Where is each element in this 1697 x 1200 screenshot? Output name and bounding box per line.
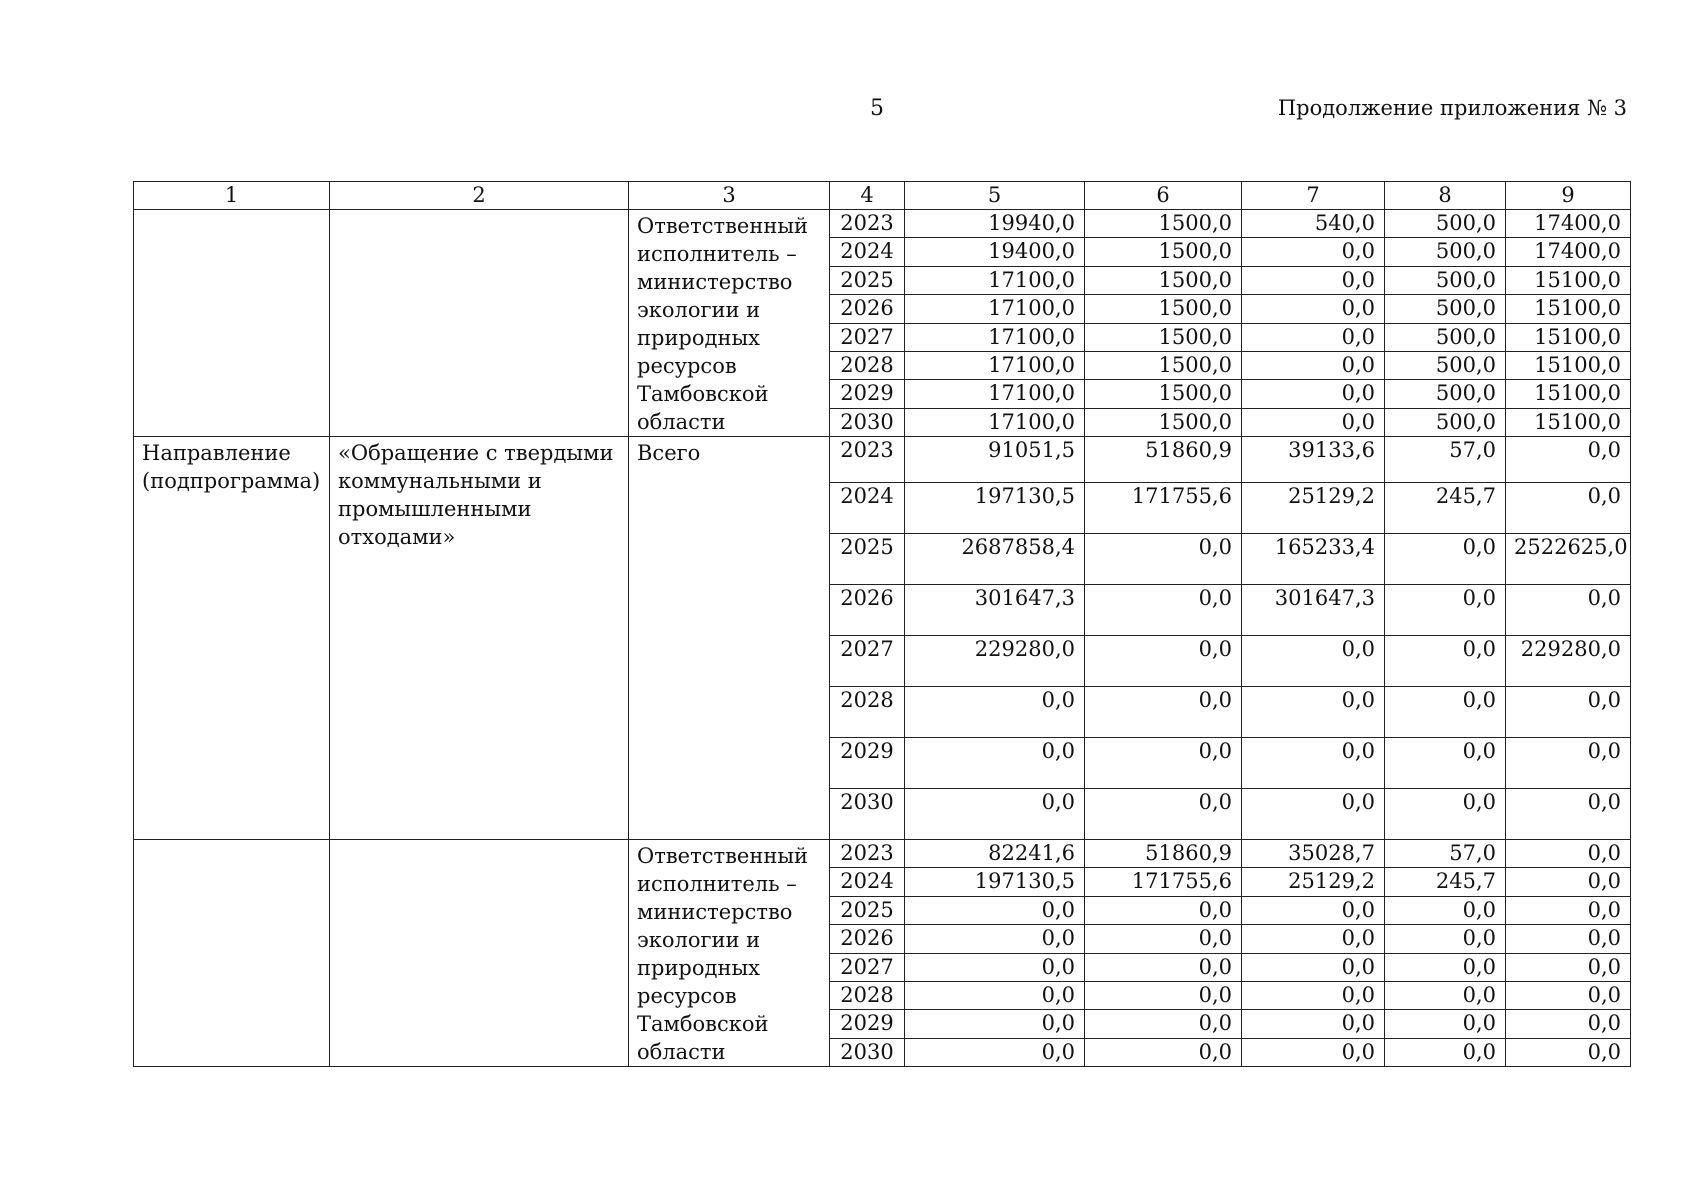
amount-cell: 0,0 xyxy=(1506,868,1631,896)
appendix-continuation-note: Продолжение приложения № 3 xyxy=(1277,96,1627,120)
amount-cell: 0,0 xyxy=(905,896,1085,924)
amount-cell: 15100,0 xyxy=(1506,323,1631,351)
amount-cell: 165233,4 xyxy=(1242,534,1385,585)
amount-cell: 0,0 xyxy=(1242,408,1385,436)
amount-cell: 0,0 xyxy=(1242,636,1385,687)
amount-cell: 0,0 xyxy=(1085,1038,1242,1066)
amount-cell: 229280,0 xyxy=(1506,636,1631,687)
year-cell: 2030 xyxy=(830,789,905,840)
amount-cell: 17100,0 xyxy=(905,295,1085,323)
year-cell: 2029 xyxy=(830,380,905,408)
amount-cell: 0,0 xyxy=(1506,896,1631,924)
amount-cell: 500,0 xyxy=(1385,295,1506,323)
amount-cell: 17100,0 xyxy=(905,408,1085,436)
year-cell: 2024 xyxy=(830,238,905,266)
amount-cell: 0,0 xyxy=(1506,840,1631,868)
amount-cell: 0,0 xyxy=(905,789,1085,840)
year-cell: 2026 xyxy=(830,925,905,953)
amount-cell: 1500,0 xyxy=(1085,351,1242,379)
amount-cell: 0,0 xyxy=(1385,789,1506,840)
year-cell: 2023 xyxy=(830,210,905,238)
amount-cell: 0,0 xyxy=(1506,981,1631,1009)
amount-cell: 39133,6 xyxy=(1242,437,1385,483)
year-cell: 2025 xyxy=(830,534,905,585)
amount-cell: 82241,6 xyxy=(905,840,1085,868)
amount-cell: 0,0 xyxy=(1385,896,1506,924)
amount-cell: 500,0 xyxy=(1385,323,1506,351)
amount-cell: 0,0 xyxy=(1242,1038,1385,1066)
year-cell: 2028 xyxy=(830,351,905,379)
column-header: 5 xyxy=(905,182,1085,210)
amount-cell: 500,0 xyxy=(1385,238,1506,266)
amount-cell: 301647,3 xyxy=(905,585,1085,636)
amount-cell: 0,0 xyxy=(1085,687,1242,738)
amount-cell: 0,0 xyxy=(1242,896,1385,924)
amount-cell: 17100,0 xyxy=(905,266,1085,294)
amount-cell: 0,0 xyxy=(1085,953,1242,981)
amount-cell: 0,0 xyxy=(1242,238,1385,266)
year-cell: 2026 xyxy=(830,585,905,636)
amount-cell: 1500,0 xyxy=(1085,408,1242,436)
amount-cell: 17100,0 xyxy=(905,323,1085,351)
year-cell: 2023 xyxy=(830,437,905,483)
amount-cell: 229280,0 xyxy=(905,636,1085,687)
amount-cell: 245,7 xyxy=(1385,868,1506,896)
amount-cell: 0,0 xyxy=(1385,925,1506,953)
amount-cell: 15100,0 xyxy=(1506,295,1631,323)
amount-cell: 0,0 xyxy=(1085,925,1242,953)
amount-cell: 15100,0 xyxy=(1506,380,1631,408)
amount-cell: 0,0 xyxy=(905,953,1085,981)
program-name-cell xyxy=(330,840,629,1067)
amount-cell: 1500,0 xyxy=(1085,238,1242,266)
amount-cell: 0,0 xyxy=(1242,687,1385,738)
amount-cell: 51860,9 xyxy=(1085,840,1242,868)
amount-cell: 0,0 xyxy=(1085,585,1242,636)
column-header: 3 xyxy=(629,182,830,210)
year-cell: 2030 xyxy=(830,408,905,436)
budget-table xyxy=(133,181,1631,1067)
year-cell: 2027 xyxy=(830,636,905,687)
executor-cell: Ответственный исполнитель – министерство экологии и природных ресурсов Тамбовской области xyxy=(629,840,830,1067)
amount-cell: 500,0 xyxy=(1385,351,1506,379)
amount-cell: 0,0 xyxy=(1506,585,1631,636)
amount-cell: 0,0 xyxy=(1242,953,1385,981)
amount-cell: 0,0 xyxy=(1242,1010,1385,1038)
amount-cell: 0,0 xyxy=(1242,738,1385,789)
table-row xyxy=(134,437,1631,483)
amount-cell: 17100,0 xyxy=(905,351,1085,379)
year-cell: 2028 xyxy=(830,981,905,1009)
table-body xyxy=(134,210,1631,1067)
amount-cell: 15100,0 xyxy=(1506,408,1631,436)
amount-cell: 1500,0 xyxy=(1085,295,1242,323)
column-header: 9 xyxy=(1506,182,1631,210)
amount-cell: 0,0 xyxy=(1506,925,1631,953)
amount-cell: 17400,0 xyxy=(1506,210,1631,238)
amount-cell: 2522625,0 xyxy=(1506,534,1631,585)
amount-cell: 540,0 xyxy=(1242,210,1385,238)
year-cell: 2027 xyxy=(830,953,905,981)
program-level-cell xyxy=(134,210,330,437)
column-number-row xyxy=(134,182,1631,210)
program-name-cell: «Обращение с твердыми коммунальными и промышленными отходами» xyxy=(330,437,629,840)
amount-cell: 0,0 xyxy=(1385,534,1506,585)
amount-cell: 51860,9 xyxy=(1085,437,1242,483)
amount-cell: 500,0 xyxy=(1385,380,1506,408)
amount-cell: 0,0 xyxy=(1385,953,1506,981)
amount-cell: 0,0 xyxy=(905,687,1085,738)
amount-cell: 0,0 xyxy=(905,925,1085,953)
amount-cell: 171755,6 xyxy=(1085,868,1242,896)
program-level-cell xyxy=(134,840,330,1067)
amount-cell: 0,0 xyxy=(1242,351,1385,379)
amount-cell: 0,0 xyxy=(1085,789,1242,840)
amount-cell: 1500,0 xyxy=(1085,266,1242,294)
amount-cell: 301647,3 xyxy=(1242,585,1385,636)
amount-cell: 0,0 xyxy=(1506,953,1631,981)
amount-cell: 1500,0 xyxy=(1085,380,1242,408)
year-cell: 2024 xyxy=(830,483,905,534)
page-number: 5 xyxy=(870,96,884,121)
year-cell: 2025 xyxy=(830,266,905,294)
amount-cell: 500,0 xyxy=(1385,266,1506,294)
amount-cell: 0,0 xyxy=(1385,738,1506,789)
year-cell: 2024 xyxy=(830,868,905,896)
amount-cell: 0,0 xyxy=(1085,981,1242,1009)
amount-cell: 25129,2 xyxy=(1242,483,1385,534)
amount-cell: 500,0 xyxy=(1385,210,1506,238)
amount-cell: 0,0 xyxy=(1506,789,1631,840)
amount-cell: 0,0 xyxy=(1242,981,1385,1009)
amount-cell: 19400,0 xyxy=(905,238,1085,266)
amount-cell: 15100,0 xyxy=(1506,266,1631,294)
amount-cell: 0,0 xyxy=(1506,1038,1631,1066)
amount-cell: 57,0 xyxy=(1385,437,1506,483)
column-header: 4 xyxy=(830,182,905,210)
amount-cell: 0,0 xyxy=(1385,687,1506,738)
year-cell: 2028 xyxy=(830,687,905,738)
amount-cell: 0,0 xyxy=(1242,266,1385,294)
amount-cell: 0,0 xyxy=(1506,437,1631,483)
amount-cell: 25129,2 xyxy=(1242,868,1385,896)
program-level-cell: Направление (подпрограмма) xyxy=(134,437,330,840)
amount-cell: 35028,7 xyxy=(1242,840,1385,868)
amount-cell: 91051,5 xyxy=(905,437,1085,483)
amount-cell: 500,0 xyxy=(1385,408,1506,436)
amount-cell: 0,0 xyxy=(1385,981,1506,1009)
amount-cell: 171755,6 xyxy=(1085,483,1242,534)
amount-cell: 197130,5 xyxy=(905,868,1085,896)
amount-cell: 0,0 xyxy=(1242,323,1385,351)
year-cell: 2025 xyxy=(830,896,905,924)
program-name-cell xyxy=(330,210,629,437)
amount-cell: 0,0 xyxy=(905,1038,1085,1066)
column-header: 8 xyxy=(1385,182,1506,210)
amount-cell: 0,0 xyxy=(1242,380,1385,408)
amount-cell: 2687858,4 xyxy=(905,534,1085,585)
year-cell: 2029 xyxy=(830,738,905,789)
amount-cell: 0,0 xyxy=(1506,483,1631,534)
amount-cell: 17100,0 xyxy=(905,380,1085,408)
amount-cell: 0,0 xyxy=(1242,925,1385,953)
amount-cell: 19940,0 xyxy=(905,210,1085,238)
column-header: 2 xyxy=(330,182,629,210)
amount-cell: 15100,0 xyxy=(1506,351,1631,379)
amount-cell: 0,0 xyxy=(1385,1010,1506,1038)
amount-cell: 1500,0 xyxy=(1085,323,1242,351)
amount-cell: 0,0 xyxy=(905,981,1085,1009)
amount-cell: 17400,0 xyxy=(1506,238,1631,266)
amount-cell: 0,0 xyxy=(1085,1010,1242,1038)
amount-cell: 197130,5 xyxy=(905,483,1085,534)
amount-cell: 0,0 xyxy=(1085,738,1242,789)
column-header: 7 xyxy=(1242,182,1385,210)
year-cell: 2023 xyxy=(830,840,905,868)
amount-cell: 0,0 xyxy=(905,1010,1085,1038)
executor-cell: Ответственный исполнитель – министерство экологии и природных ресурсов Тамбовской области xyxy=(629,210,830,437)
table-row xyxy=(134,840,1631,868)
column-header: 6 xyxy=(1085,182,1242,210)
amount-cell: 0,0 xyxy=(1242,789,1385,840)
executor-cell: Всего xyxy=(629,437,830,840)
amount-cell: 57,0 xyxy=(1385,840,1506,868)
table-row xyxy=(134,210,1631,238)
amount-cell: 0,0 xyxy=(1085,534,1242,585)
year-cell: 2030 xyxy=(830,1038,905,1066)
amount-cell: 0,0 xyxy=(1385,636,1506,687)
amount-cell: 0,0 xyxy=(1506,738,1631,789)
amount-cell: 0,0 xyxy=(1385,1038,1506,1066)
amount-cell: 1500,0 xyxy=(1085,210,1242,238)
amount-cell: 0,0 xyxy=(1085,636,1242,687)
amount-cell: 0,0 xyxy=(1242,295,1385,323)
amount-cell: 0,0 xyxy=(1506,687,1631,738)
amount-cell: 0,0 xyxy=(905,738,1085,789)
year-cell: 2029 xyxy=(830,1010,905,1038)
amount-cell: 245,7 xyxy=(1385,483,1506,534)
amount-cell: 0,0 xyxy=(1385,585,1506,636)
amount-cell: 0,0 xyxy=(1085,896,1242,924)
column-header: 1 xyxy=(134,182,330,210)
amount-cell: 0,0 xyxy=(1506,1010,1631,1038)
year-cell: 2027 xyxy=(830,323,905,351)
year-cell: 2026 xyxy=(830,295,905,323)
